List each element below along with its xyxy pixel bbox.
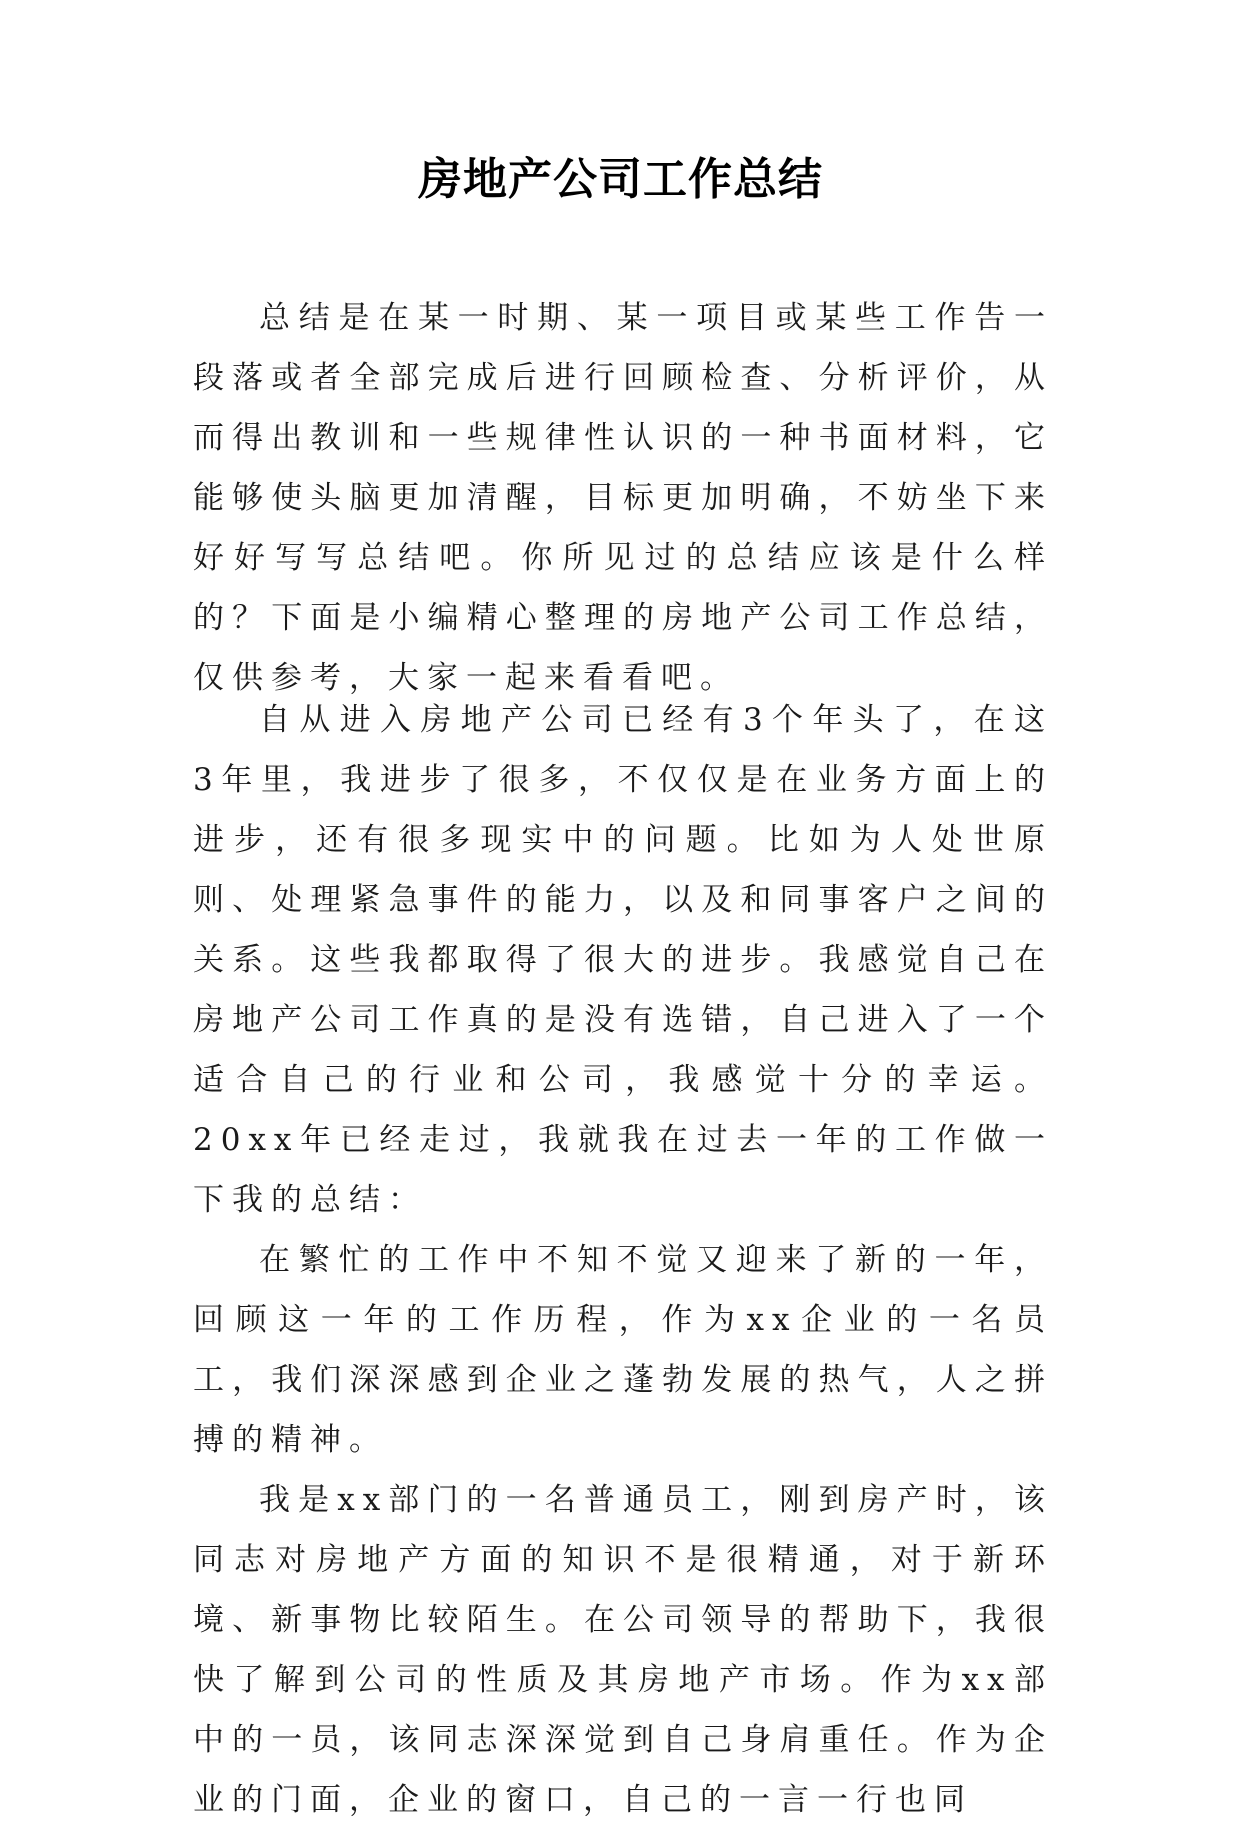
- main-body: [193, 690, 1053, 1830]
- document-title: 房地产公司工作总结: [418, 154, 823, 205]
- intro-paragraph: 总结是在某一时期、某一项目或某些工作告一段落或者全部完成后进行回顾检查、分析评价，从而得出教训和一些规律性认识的一种书面材料，它能够使头脑更加清醒，目标更加明确，不妨坐下来好好写写总结吧。你所见过的总结应该是什么样的？下面是小编精心整理的房地产公司工作总结，仅供参考，大家一起来看看吧。: [193, 300, 1053, 696]
- body-paragraph: 在繁忙的工作中不知不觉又迎来了新的一年，回顾这一年的工作历程，作为xx企业的一名员工，我们深深感到企业之蓬勃发展的热气，人之拼搏的精神。: [193, 1242, 1053, 1458]
- body-paragraph: 我是xx部门的一名普通员工，刚到房产时，该同志对房地产方面的知识不是很精通，对于新环境、新事物比较陌生。在公司领导的帮助下，我很快了解到公司的性质及其房地产市场。作为xx部中的一员，该同志深深觉到自己身肩重任。作为企业的门面，企业的窗口，自己的一言一行也同: [193, 1482, 1053, 1818]
- body-paragraph: 自从进入房地产公司已经有3个年头了，在这3年里，我进步了很多，不仅仅是在业务方面上的进步，还有很多现实中的问题。比如为人处世原则、处理紧急事件的能力，以及和同事客户之间的关系。这些我都取得了很大的进步。我感觉自己在房地产公司工作真的是没有选错，自己进入了一个适合自己的行业和公司，我感觉十分的幸运。20xx年已经走过，我就我在过去一年的工作做一下我的总结：: [193, 702, 1053, 1218]
- intro-section: [193, 288, 1053, 708]
